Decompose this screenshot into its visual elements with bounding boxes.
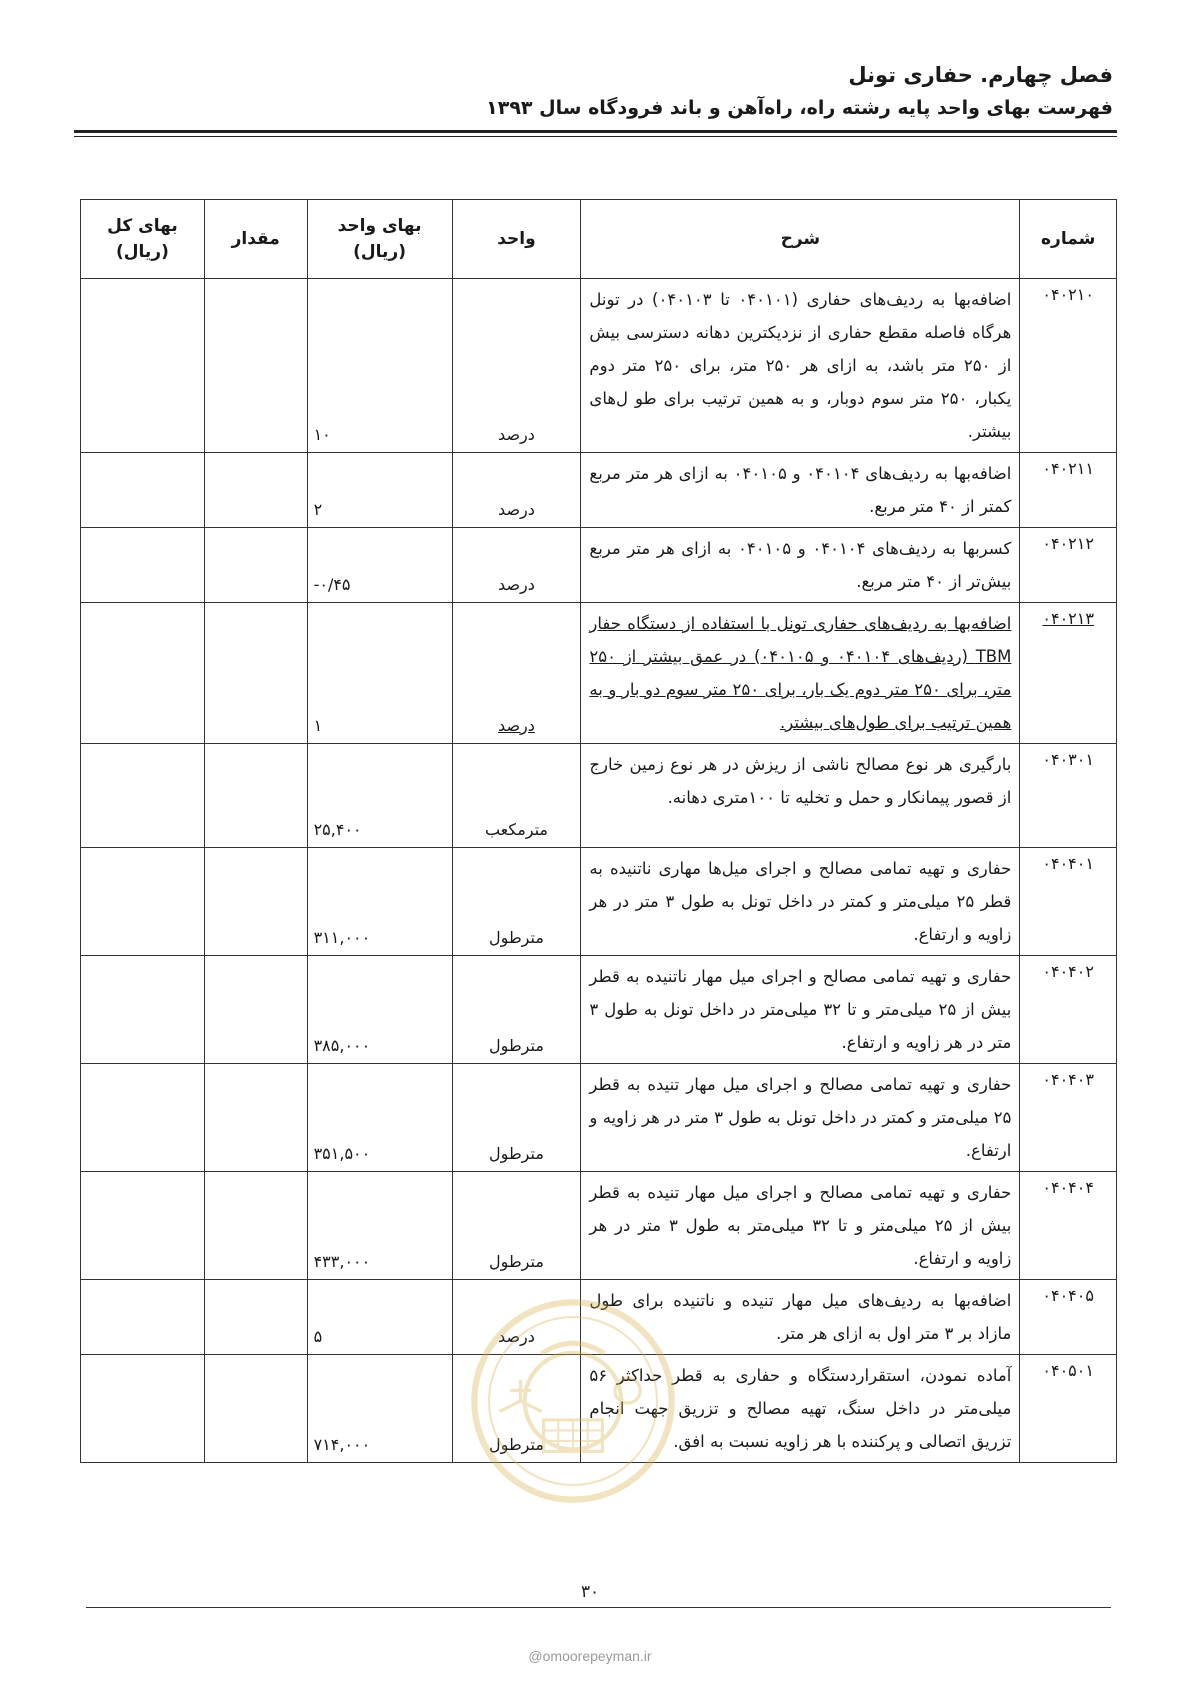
- header-unit-price: [307, 200, 452, 279]
- price-list-table: [80, 199, 1117, 1463]
- item-unit: مترمکعب: [452, 744, 581, 848]
- item-description: حفاری و تهیه تمامی مصالح و اجرای میل مهار تنیده به قطر بیش از ۲۵ میلی‌متر و تا ۳۲ میلی‌متر به طول ۳ متر در هر زاویه و ارتفاع.: [581, 1172, 1020, 1280]
- item-description: اضافه‌بها به ردیف‌های حفاری تونل با استفاده از دستگاه حفار TBM (ردیف‌های ۰۴۰۱۰۴ و ۰۴۰۱۰۵) در عمق بیشتر از ۲۵۰ متر، برای ۲۵۰ متر دوم یک بار، برای ۲۵۰ متر سوم دو بار و به همین ترتیب برای طول‌های بیشتر.: [581, 603, 1020, 744]
- item-code: ۰۴۰۴۰۳: [1020, 1064, 1117, 1172]
- item-code: ۰۴۰۳۰۱: [1020, 744, 1117, 848]
- item-description: بارگیری هر نوع مصالح ناشی از ریزش در هر نوع زمین خارج از قصور پیمانکار و حمل و تخلیه تا ۱۰۰متری دهانه.: [581, 744, 1020, 848]
- item-quantity: [204, 1280, 307, 1355]
- item-code: ۰۴۰۴۰۴: [1020, 1172, 1117, 1280]
- header-total-price: [81, 200, 205, 279]
- document-subtitle: فهرست بهای واحد پایه رشته راه، راه‌آهن و باند فرودگاه سال ۱۳۹۳: [486, 97, 1113, 119]
- header-unit-price-currency: (ریال): [353, 242, 406, 262]
- item-total-price: [81, 848, 205, 956]
- item-total-price: [81, 1172, 205, 1280]
- chapter-title: فصل چهارم. حفاری تونل: [848, 63, 1113, 87]
- item-unit: مترطول: [452, 1172, 581, 1280]
- item-total-price: [81, 603, 205, 744]
- item-code: ۰۴۰۲۱۳: [1020, 603, 1117, 744]
- header-total-price-label: بهای کل: [107, 216, 178, 236]
- page-header: [73, 58, 1113, 124]
- item-quantity: [204, 848, 307, 956]
- item-code: ۰۴۰۴۰۲: [1020, 956, 1117, 1064]
- header-rule-thin: [74, 136, 1117, 137]
- item-code: ۰۴۰۲۱۲: [1020, 528, 1117, 603]
- item-unit: مترطول: [452, 1064, 581, 1172]
- table-row: [81, 453, 1117, 528]
- item-description: اضافه‌بها به ردیف‌های میل مهار تنیده و ناتنیده برای طول مازاد بر ۳ متر اول به ازای هر متر.: [581, 1280, 1020, 1355]
- item-unit: مترطول: [452, 1355, 581, 1463]
- item-unit-price: -۰/۴۵: [307, 528, 452, 603]
- header-rule-thick: [74, 130, 1117, 133]
- item-total-price: [81, 744, 205, 848]
- item-total-price: [81, 453, 205, 528]
- item-unit: درصد: [452, 528, 581, 603]
- table-row: [81, 1064, 1117, 1172]
- item-description: اضافه‌بها به ردیف‌های حفاری (۰۴۰۱۰۱ تا ۰۴۰۱۰۳) در تونل هرگاه فاصله مقطع حفاری از نزدیکترین دهانه دسترسی بیش از ۲۵۰ متر باشد، به ازای هر ۲۵۰ متر، برای ۲۵۰ متر دوم یکبار، ۲۵۰ متر سوم دوبار، و به همین ترتیب برای طو ل‌های بیشتر.: [581, 279, 1020, 453]
- item-code: ۰۴۰۲۱۱: [1020, 453, 1117, 528]
- item-total-price: [81, 528, 205, 603]
- item-quantity: [204, 603, 307, 744]
- item-total-price: [81, 1355, 205, 1463]
- table-row: [81, 956, 1117, 1064]
- item-unit-price: ۷۱۴,۰۰۰: [307, 1355, 452, 1463]
- header-code: شماره: [1020, 200, 1117, 279]
- item-unit: درصد: [452, 1280, 581, 1355]
- item-quantity: [204, 453, 307, 528]
- header-unit: واحد: [452, 200, 581, 279]
- item-description: اضافه‌بها به ردیف‌های ۰۴۰۱۰۴ و ۰۴۰۱۰۵ به ازای هر متر مربع کمتر از ۴۰ متر مربع.: [581, 453, 1020, 528]
- table-header-row: [81, 200, 1117, 279]
- table-row: [81, 848, 1117, 956]
- item-quantity: [204, 528, 307, 603]
- item-unit-price: ۳۸۵,۰۰۰: [307, 956, 452, 1064]
- footer-rule: [86, 1607, 1111, 1608]
- item-description: حفاری و تهیه تمامی مصالح و اجرای میل مهار ناتنیده به قطر بیش از ۲۵ میلی‌متر و تا ۳۲ میلی‌متر در داخل تونل به طول ۳ متر در هر زاویه و ارتفاع.: [581, 956, 1020, 1064]
- item-unit-price: ۱: [307, 603, 452, 744]
- item-unit: درصد: [452, 279, 581, 453]
- item-code: ۰۴۰۴۰۱: [1020, 848, 1117, 956]
- page-number: ۳۰: [580, 1582, 600, 1602]
- item-unit: درصد: [452, 453, 581, 528]
- item-total-price: [81, 279, 205, 453]
- item-total-price: [81, 1280, 205, 1355]
- item-quantity: [204, 1172, 307, 1280]
- item-description: حفاری و تهیه تمامی مصالح و اجرای میل مهار تنیده به قطر ۲۵ میلی‌متر و کمتر در داخل تونل به طول ۳ متر در هر زاویه و ارتفاع.: [581, 1064, 1020, 1172]
- site-watermark: @omoorepeyman.ir: [528, 1648, 652, 1664]
- item-quantity: [204, 956, 307, 1064]
- header-description: شرح: [581, 200, 1020, 279]
- item-quantity: [204, 1064, 307, 1172]
- item-description: آماده نمودن، استقراردستگاه و حفاری به قطر حداکثر ۵۶ میلی‌متر در داخل سنگ، تهیه مصالح و تزریق جهت انجام تزریق اتصالی و پرکننده با هر زاویه نسبت به افق.: [581, 1355, 1020, 1463]
- item-unit: درصد: [452, 603, 581, 744]
- item-unit-price: ۲۵,۴۰۰: [307, 744, 452, 848]
- header-unit-price-label: بهای واحد: [337, 216, 422, 236]
- item-unit: مترطول: [452, 956, 581, 1064]
- item-unit-price: ۱۰: [307, 279, 452, 453]
- item-quantity: [204, 744, 307, 848]
- table-row: [81, 603, 1117, 744]
- item-quantity: [204, 279, 307, 453]
- table-body: [81, 279, 1117, 1463]
- item-quantity: [204, 1355, 307, 1463]
- table-row: [81, 1172, 1117, 1280]
- header-total-price-currency: (ریال): [116, 242, 169, 262]
- watermark-seal: [468, 1296, 678, 1506]
- item-description: کسربها به ردیف‌های ۰۴۰۱۰۴ و ۰۴۰۱۰۵ به ازای هر متر مربع بیش‌تر از ۴۰ متر مربع.: [581, 528, 1020, 603]
- table-row: [81, 744, 1117, 848]
- item-total-price: [81, 1064, 205, 1172]
- item-description: حفاری و تهیه تمامی مصالح و اجرای میل‌ها مهاری ناتنیده به قطر ۲۵ میلی‌متر و کمتر در داخل تونل به طول ۳ متر در هر زاویه و ارتفاع.: [581, 848, 1020, 956]
- item-code: ۰۴۰۲۱۰: [1020, 279, 1117, 453]
- item-code: ۰۴۰۴۰۵: [1020, 1280, 1117, 1355]
- item-unit-price: ۳۵۱,۵۰۰: [307, 1064, 452, 1172]
- item-unit: مترطول: [452, 848, 581, 956]
- item-code: ۰۴۰۵۰۱: [1020, 1355, 1117, 1463]
- item-total-price: [81, 956, 205, 1064]
- item-unit-price: ۵: [307, 1280, 452, 1355]
- header-quantity: مقدار: [204, 200, 307, 279]
- item-unit-price: ۳۱۱,۰۰۰: [307, 848, 452, 956]
- table-row: [81, 528, 1117, 603]
- item-unit-price: ۴۳۳,۰۰۰: [307, 1172, 452, 1280]
- table-row: [81, 279, 1117, 453]
- item-unit-price: ۲: [307, 453, 452, 528]
